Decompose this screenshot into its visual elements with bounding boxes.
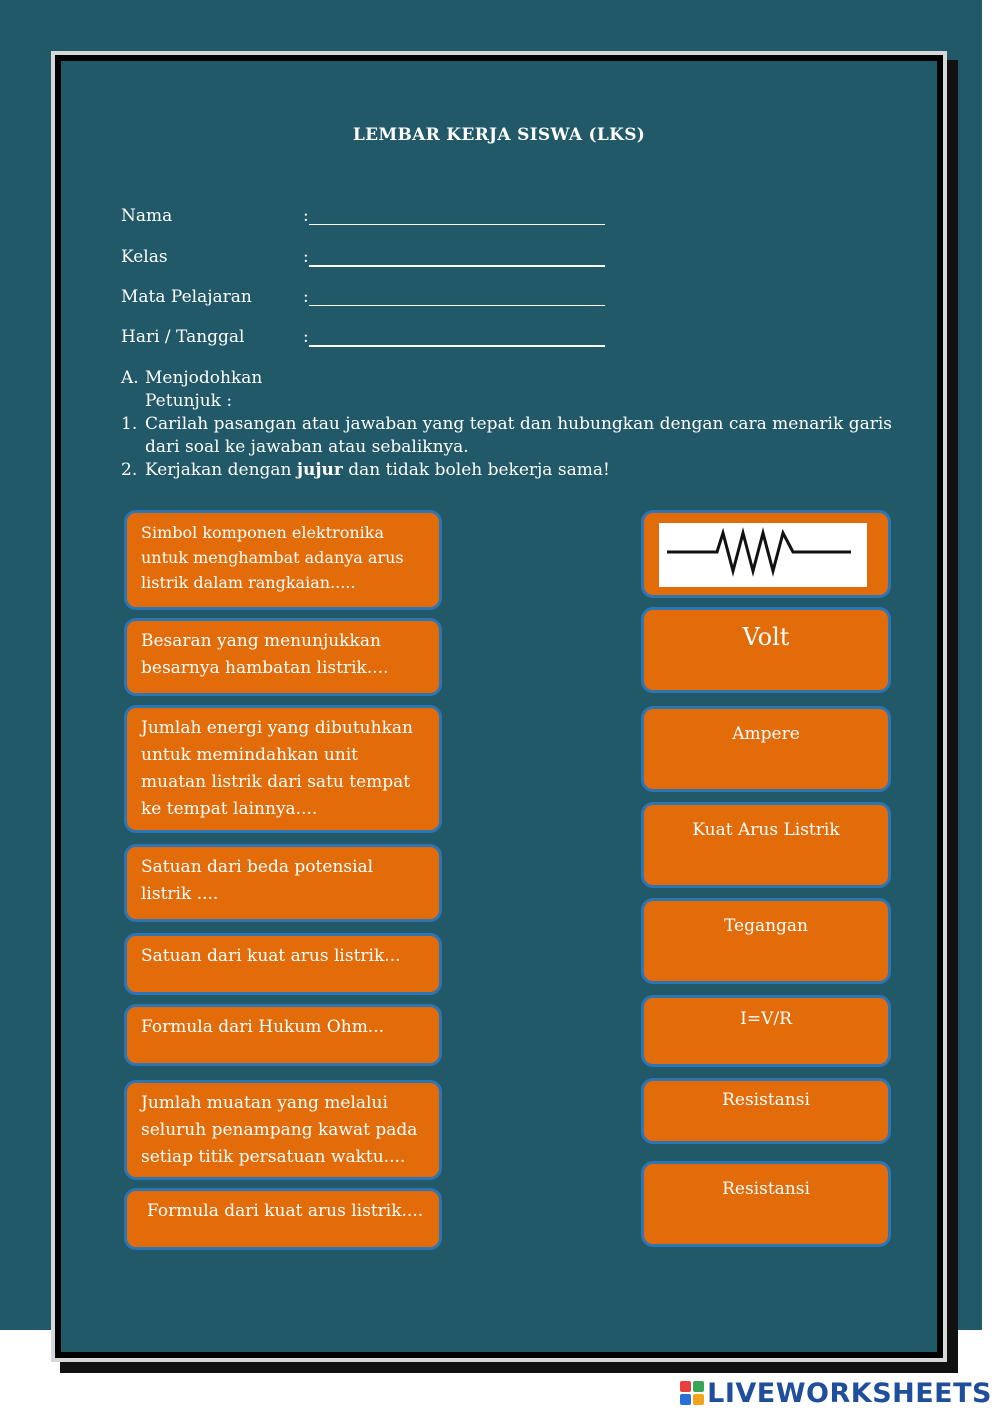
question-box[interactable]: [124, 618, 442, 696]
answer-text: I=V/R: [740, 1009, 792, 1029]
answer-text: Resistansi: [722, 1090, 810, 1110]
answer-line[interactable]: [309, 224, 605, 225]
instruction-item: [121, 413, 901, 459]
answer-line[interactable]: [309, 305, 605, 306]
answer-box[interactable]: [641, 706, 891, 792]
section-title: Menjodohkan: [145, 368, 263, 388]
question-box[interactable]: [124, 1004, 442, 1066]
question-text: Formula dari kuat arus listrik....: [147, 1201, 424, 1221]
worksheet-title: LEMBAR KERJA SISWA (LKS): [352, 125, 646, 145]
instruction-item: [121, 459, 901, 482]
liveworksheets-logo: [680, 1378, 992, 1408]
instruction-emphasis: jujur: [296, 460, 343, 480]
answer-text: Volt: [742, 623, 790, 651]
instruction-text: Kerjakan dengan: [145, 460, 297, 480]
answer-box[interactable]: [641, 1161, 891, 1247]
field-label: Kelas: [121, 247, 168, 267]
question-text: Jumlah muatan yang melalui seluruh penampang kawat pada setiap titik persatuan waktu....: [141, 1093, 418, 1167]
question-text: Jumlah energi yang dibutuhkan untuk memindahkan unit muatan listrik dari satu tempat ke tempat lainnya....: [141, 718, 413, 819]
answer-text: Tegangan: [723, 916, 808, 936]
answer-box[interactable]: [641, 995, 891, 1067]
worksheet-page: [61, 61, 937, 1352]
instruction-number: 1.: [121, 414, 138, 434]
answer-box[interactable]: [641, 607, 891, 693]
question-box[interactable]: [124, 933, 442, 995]
section-heading: [121, 367, 901, 390]
question-text: Satuan dari beda potensial listrik ....: [141, 857, 374, 904]
answer-line[interactable]: [309, 345, 605, 347]
question-box[interactable]: [124, 1080, 442, 1180]
logo-text: LIVEWORKSHEETS: [707, 1377, 992, 1409]
question-text: Formula dari Hukum Ohm...: [141, 1017, 385, 1037]
field-label: Hari / Tanggal: [121, 327, 245, 347]
question-text: Satuan dari kuat arus listrik...: [141, 946, 401, 966]
answer-text: Resistansi: [722, 1179, 810, 1199]
resistor-symbol-icon: [659, 523, 867, 587]
worksheet-frame: [51, 51, 947, 1362]
answer-box[interactable]: [641, 898, 891, 984]
instructions: [121, 367, 901, 482]
instruction-text: dan tidak boleh bekerja sama!: [342, 460, 610, 480]
instruction-text: Carilah pasangan atau jawaban yang tepat dan hubungkan dengan cara menarik garis dari soal ke jawaban atau sebaliknya.: [145, 414, 893, 457]
answer-text: Ampere: [732, 724, 800, 744]
question-box[interactable]: [124, 1188, 442, 1250]
field-colon: :: [303, 327, 309, 347]
field-colon: :: [303, 206, 309, 226]
question-text: Simbol komponen elektronika untuk menghambat adanya arus listrik dalam rangkaian.....: [141, 523, 404, 592]
question-box[interactable]: [124, 844, 442, 922]
section-marker: A.: [121, 368, 139, 388]
field-label: Mata Pelajaran: [121, 287, 252, 307]
answer-text: Kuat Arus Listrik: [692, 820, 840, 840]
answer-line[interactable]: [309, 265, 605, 267]
answer-box-resistor[interactable]: [641, 510, 891, 598]
answer-box[interactable]: [641, 1078, 891, 1144]
instructions-heading: Petunjuk :: [145, 391, 233, 411]
answer-box[interactable]: [641, 802, 891, 888]
field-label: Nama: [121, 206, 173, 226]
question-box[interactable]: [124, 510, 442, 610]
question-box[interactable]: [124, 705, 442, 833]
question-text: Besaran yang menunjukkan besarnya hambatan listrik....: [141, 631, 389, 678]
field-colon: :: [303, 287, 309, 307]
instruction-number: 2.: [121, 460, 138, 480]
logo-mark-icon: [680, 1381, 704, 1405]
field-colon: :: [303, 247, 309, 267]
